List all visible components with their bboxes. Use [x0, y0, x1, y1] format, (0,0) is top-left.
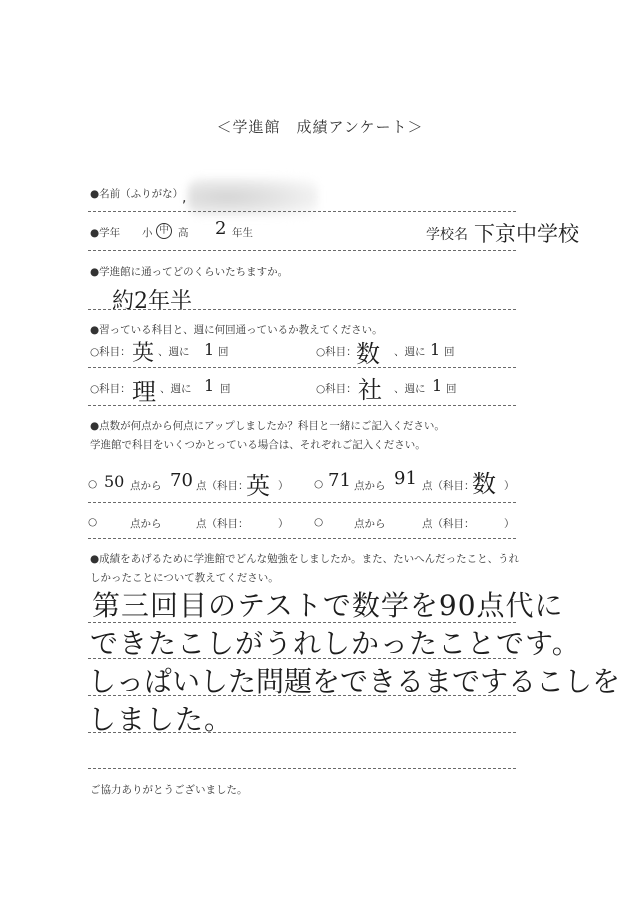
scores-underline-2: [88, 538, 516, 539]
score-bullet-4: ○: [314, 516, 324, 528]
count-value-3: 1: [204, 376, 215, 395]
subject-value-4: 社: [358, 376, 382, 404]
count-value-2: 1: [430, 340, 441, 359]
subject-value-2: 数: [356, 340, 380, 368]
scores-question-line1: ●点数が何点から何点にアップしましたか？科目と一緒にご記入ください。: [90, 420, 445, 432]
grade-value: 2: [215, 218, 227, 239]
study-answer-line2: できたこしがうれしかったことです。: [90, 627, 581, 660]
study-underline-2: [88, 658, 516, 659]
score-bullet-2: ○: [314, 478, 324, 490]
duration-question: ●学進館に通ってどのくらいたちますか。: [90, 266, 289, 278]
duration-underline: [88, 309, 516, 310]
subject-label-4: ○科目：: [316, 383, 357, 395]
score-close-4: ）: [504, 518, 515, 530]
subject-label-2: ○科目：: [316, 346, 357, 358]
week-label-4: 、週に: [394, 383, 426, 395]
grade-option-middle: [156, 223, 172, 239]
grade-suffix: 年生: [232, 227, 253, 239]
subjects-underline-1: [88, 367, 516, 368]
score-close-3: ）: [278, 518, 289, 530]
week-label-2: 、週に: [394, 346, 426, 358]
score-to-2: 91: [394, 468, 417, 489]
score-to-label-3: 点（科目：: [196, 518, 249, 530]
study-underline-3: [88, 695, 516, 696]
times-label-2: 回: [444, 346, 455, 358]
study-underline-5: [88, 768, 516, 769]
name-label: ●名前（ふりがな）: [90, 188, 184, 200]
grade-underline: [88, 250, 516, 251]
form-title: ＜学進館 成績アンケート＞: [216, 118, 424, 136]
duration-answer: 約2年半: [112, 289, 192, 314]
subject-label-1: ○科目：: [90, 346, 131, 358]
count-value-4: 1: [432, 376, 443, 395]
week-label-1: 、週に: [158, 346, 190, 358]
study-underline-4: [88, 732, 516, 733]
scores-question-line2: 学進館で科目をいくつかとっている場合は、それぞれご記入ください。: [90, 439, 426, 451]
score-subject-1: 英: [246, 472, 270, 500]
name-comma: ,: [182, 190, 187, 206]
week-label-3: 、週に: [160, 383, 192, 395]
grade-selected-circle: 中: [156, 223, 172, 239]
closing-text: ご協力ありがとうございました。: [90, 784, 248, 796]
times-label-4: 回: [446, 383, 457, 395]
score-to-label-2: 点（科目：: [422, 480, 475, 492]
score-from-label-2: 点から: [354, 480, 386, 492]
score-bullet-3: ○: [88, 516, 98, 528]
study-answer-line3: しっぱいした問題をできるまでするこしを: [88, 665, 621, 698]
grade-option-high: 高: [178, 227, 189, 239]
score-close-2: ）: [504, 480, 515, 492]
school-value: 下京中学校: [474, 222, 579, 246]
score-from-label-4: 点から: [354, 518, 386, 530]
times-label-1: 回: [218, 346, 229, 358]
score-from-label-3: 点から: [130, 518, 162, 530]
times-label-3: 回: [220, 383, 231, 395]
scores-underline-1: [88, 502, 516, 503]
score-close-1: ）: [278, 480, 289, 492]
subjects-underline-2: [88, 405, 516, 406]
school-label: 学校名: [426, 227, 468, 243]
score-from-2: 71: [328, 470, 351, 491]
score-to-label-4: 点（科目：: [422, 518, 475, 530]
subject-label-3: ○科目：: [90, 383, 131, 395]
grade-label: ●学年: [90, 227, 121, 239]
name-underline: [88, 211, 516, 212]
score-from-1: 50: [104, 472, 125, 491]
grade-option-elementary: 小: [142, 227, 153, 239]
subject-value-3: 理: [132, 378, 156, 406]
subjects-question: ●習っている科目と、週に何回通っているか教えてください。: [90, 324, 383, 336]
score-bullet-1: ○: [88, 478, 98, 490]
study-question-line1: ●成績をあげるために学進館でどんな勉強をしましたか。また、たいへんだったこと、うれ: [90, 553, 520, 565]
study-answer-line1: 第三回目のテストで数学を90点代に: [92, 589, 564, 622]
count-value-1: 1: [204, 340, 215, 359]
subject-value-1: 英: [132, 341, 155, 366]
score-subject-2: 数: [472, 470, 496, 498]
study-question-line2: しかったことについて教えてください。: [90, 572, 279, 584]
score-from-label-1: 点から: [130, 480, 162, 492]
study-answer-line4: しました。: [88, 703, 234, 736]
score-to-label-1: 点（科目：: [196, 480, 249, 492]
score-to-1: 70: [170, 470, 193, 491]
